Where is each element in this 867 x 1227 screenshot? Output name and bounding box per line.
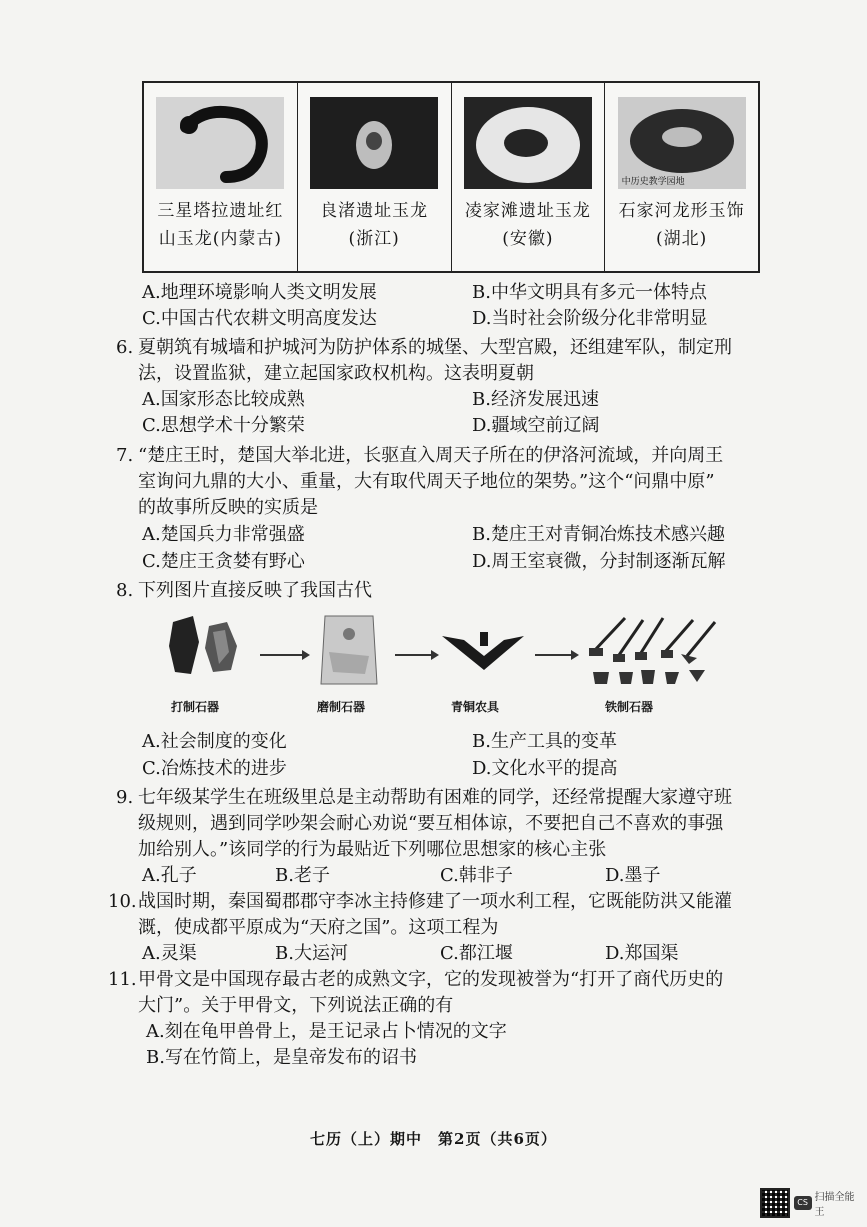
q6-number: 6. — [116, 337, 134, 358]
q8-option-d: D.文化水平的提高 — [472, 758, 618, 779]
jade-dragon-photo-3 — [464, 97, 592, 189]
q9-option-c: C.韩非子 — [440, 865, 513, 886]
q9-stem-line-3: 加给别人。”该同学的行为最贴近下列哪位思想家的核心主张 — [138, 839, 607, 860]
q7-stem-line-1: “楚庄王时，楚国大举北进，长驱直入周天子所在的伊洛河流域，并向周王 — [138, 445, 724, 466]
q6-stem-line-2: 法，设置监狱，建立起国家政权机构。这表明夏朝 — [138, 363, 534, 384]
tool-label-2: 磨制石器 — [317, 700, 366, 714]
q7-option-c: C.楚庄王贪婪有野心 — [142, 551, 305, 572]
scanner-app-name: 扫描全能王 — [814, 1192, 855, 1218]
q7-stem-line-2: 室询问九鼎的大小、重量，大有取代周天子地位的架势。”这个“问鼎中原” — [138, 471, 715, 492]
q6-stem-line-1: 夏朝筑有城墙和护城河为防护体系的城堡、大型宫殿，还组建军队，制定刑 — [138, 337, 732, 358]
q8-number: 8. — [116, 580, 134, 601]
q9-stem-line-2: 级规则，遇到同学吵架会耐心劝说“要互相体谅，不要把自己不喜欢的事强 — [138, 813, 724, 834]
cs-logo-icon: CS — [794, 1196, 812, 1210]
arrow-3 — [535, 654, 577, 656]
q10-option-d: D.郑国渠 — [605, 943, 679, 964]
arrow-2 — [395, 654, 437, 656]
q8-stem-line-1: 下列图片直接反映了我国古代 — [138, 580, 372, 601]
q9-option-a: A.孔子 — [142, 865, 197, 886]
q9-option-b: B.老子 — [275, 865, 330, 886]
q6-option-c: C.思想学术十分繁荣 — [142, 415, 305, 436]
jade-cell-2 — [298, 83, 452, 271]
q7-option-d: D.周王室衰微，分封制逐渐瓦解 — [472, 551, 726, 572]
q5-option-d: D.当时社会阶级分化非常明显 — [472, 308, 708, 329]
q5-option-c: C.中国古代农耕文明高度发达 — [142, 308, 377, 329]
q8-option-b: B.生产工具的变革 — [472, 731, 617, 752]
q11-number: 11. — [108, 969, 137, 990]
q8-option-a: A.社会制度的变化 — [142, 731, 287, 752]
bronze-farm-tool-image — [440, 630, 526, 674]
jade-caption-2: 良渚遗址玉龙 (浙江) — [320, 201, 429, 249]
q6-option-d: D.疆域空前辽阔 — [472, 415, 600, 436]
q11-stem-line-1: 甲骨文是中国现存最古老的成熟文字，它的发现被誉为“打开了商代历史的 — [138, 969, 724, 990]
q11-option-a: A.刻在龟甲兽骨上，是王记录占卜情况的文字 — [146, 1021, 507, 1042]
jade-cell-3 — [452, 83, 606, 271]
tool-label-3: 青铜农具 — [451, 700, 500, 714]
tool-label-4: 铁制石器 — [605, 700, 654, 714]
q7-option-a: A.楚国兵力非常强盛 — [142, 524, 305, 545]
q11-option-b: B.写在竹简上，是皇帝发布的诏书 — [146, 1047, 417, 1068]
watermark-text: 中历史教学园地 — [621, 177, 685, 187]
q10-stem-line-2: 溉，使成都平原成为“天府之国”。这项工程为 — [138, 917, 499, 938]
q8-option-c: C.冶炼技术的进步 — [142, 758, 287, 779]
tool-evolution-figure — [165, 612, 725, 722]
jade-cell-1 — [144, 83, 298, 271]
q9-option-d: D.墨子 — [605, 865, 661, 886]
q11-stem-line-2: 大门”。关于甲骨文，下列说法正确的有 — [138, 995, 454, 1016]
q9-stem-line-1: 七年级某学生在班级里总是主动帮助有困难的同学，还经常提醒大家遵守班 — [138, 787, 732, 808]
q10-option-b: B.大运河 — [275, 943, 348, 964]
qr-code-icon — [760, 1188, 790, 1218]
jade-image-table — [142, 81, 760, 273]
q10-number: 10. — [108, 891, 137, 912]
q10-stem-line-1: 战国时期，秦国蜀郡郡守李冰主持修建了一项水利工程，它既能防洪又能灌 — [138, 891, 732, 912]
scanner-watermark — [760, 1183, 864, 1223]
tool-label-1: 打制石器 — [171, 700, 220, 714]
q7-option-b: B.楚庄王对青铜冶炼技术感兴趣 — [472, 524, 725, 545]
chipped-stone-tools-image — [165, 612, 255, 682]
q5-option-a: A.地理环境影响人类文明发展 — [142, 282, 377, 303]
polished-stone-tool-image — [315, 612, 385, 690]
q6-option-b: B.经济发展迅速 — [472, 389, 599, 410]
q7-number: 7. — [116, 445, 134, 466]
arrow-1 — [260, 654, 308, 656]
jade-dragon-photo-1 — [156, 97, 284, 189]
q10-option-c: C.都江堰 — [440, 943, 513, 964]
q7-stem-line-3: 的故事所反映的实质是 — [138, 497, 318, 518]
page-footer: 七历（上）期中 第2页（共6页） — [310, 1130, 557, 1148]
jade-dragon-photo-2 — [310, 97, 438, 189]
jade-cell-4 — [605, 83, 758, 271]
jade-dragon-photo-4 — [618, 97, 746, 189]
q9-number: 9. — [116, 787, 134, 808]
jade-caption-4: 石家河龙形玉饰 (湖北) — [618, 201, 745, 249]
q10-option-a: A.灵渠 — [142, 943, 197, 964]
jade-caption-3: 凌家滩遗址玉龙 (安徽) — [464, 201, 591, 249]
q5-option-b: B.中华文明具有多元一体特点 — [472, 282, 707, 303]
jade-caption-1: 三星塔拉遗址红 山玉龙(内蒙古) — [157, 201, 284, 249]
q6-option-a: A.国家形态比较成熟 — [142, 389, 305, 410]
iron-tools-image — [585, 612, 725, 692]
